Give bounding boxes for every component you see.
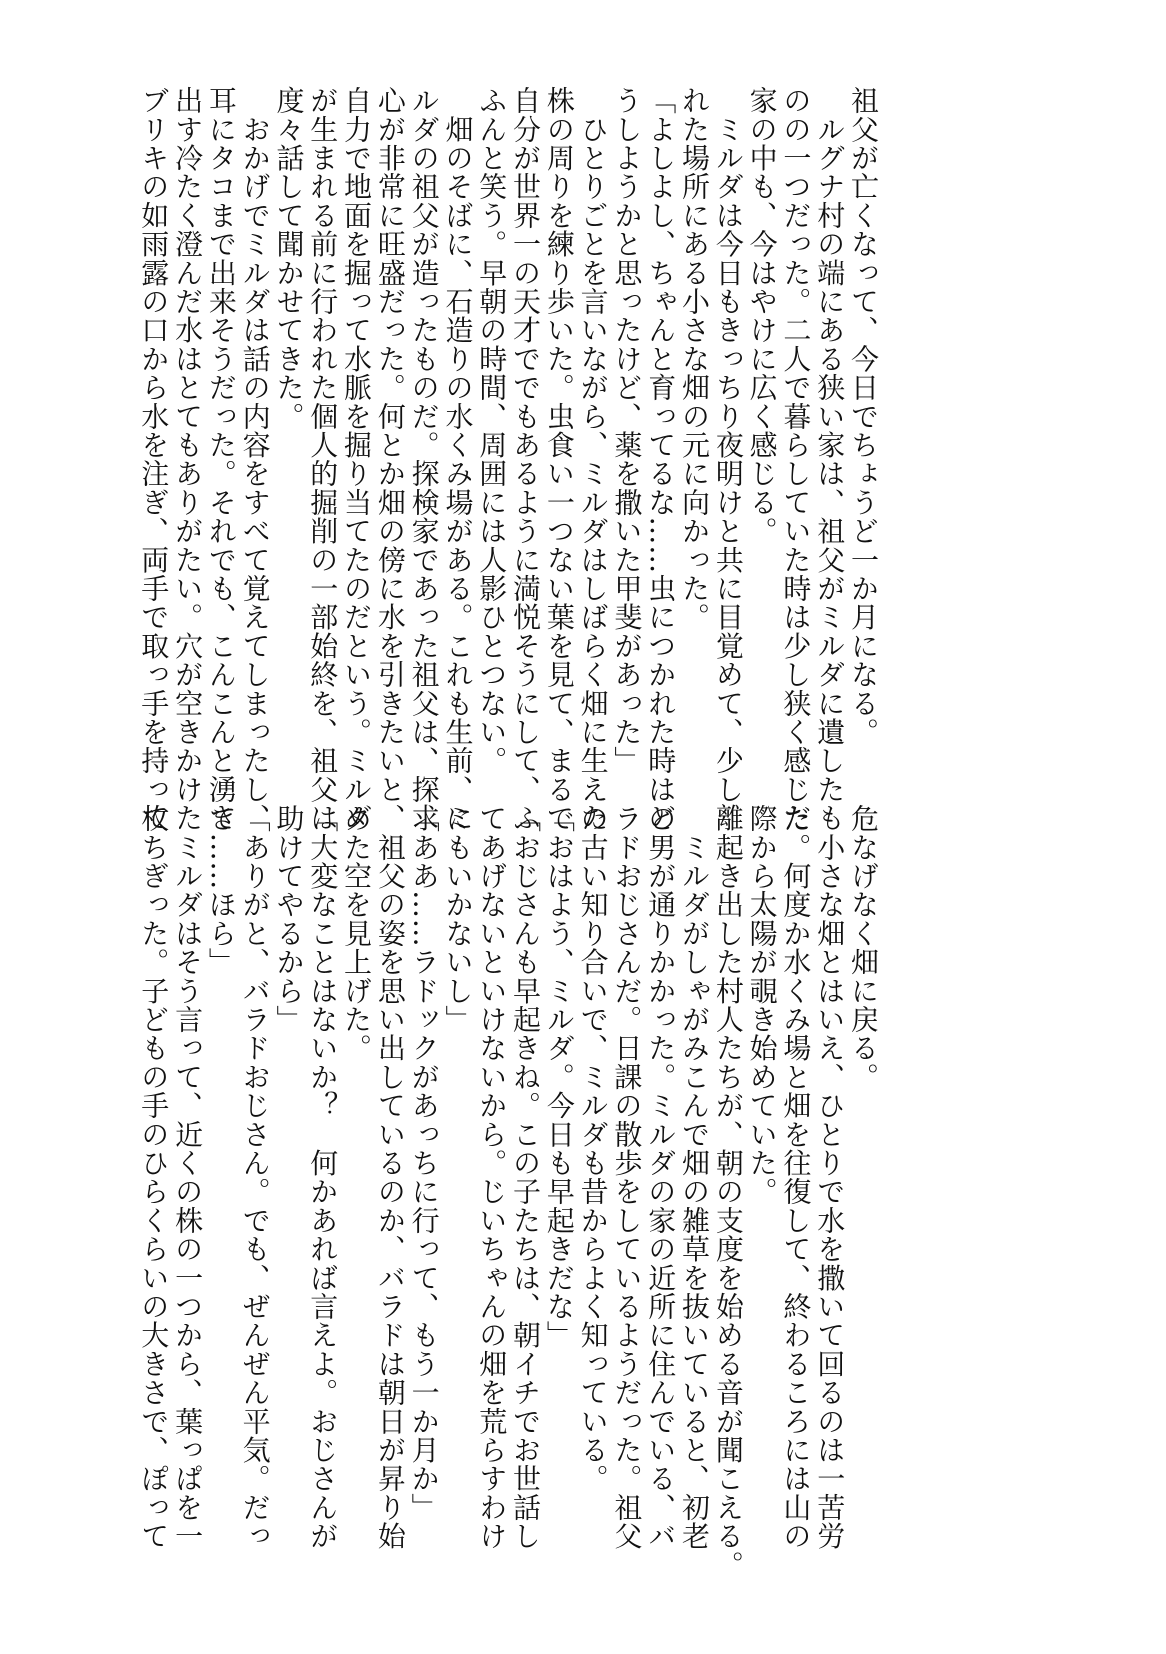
text-line: ひとりごとを言いながら、ミルダはしばらく畑に生えた: [576, 86, 610, 833]
text-line: 「おはよう、ミルダ。今日も早起きだな」: [542, 804, 576, 1350]
text-line: 心が非常に旺盛だった。何とか畑の傍に水を引きたいと、: [373, 86, 407, 833]
text-line: ラドおじさんだ。日課の散歩をしているようだった。祖父: [610, 804, 644, 1551]
text-line: ふんと笑う。早朝の時間、周囲には人影ひとつない。: [475, 86, 509, 775]
text-line: 枚ちぎった。子どもの手のひらくらいの大きさで、ぽって: [137, 804, 171, 1551]
text-line: てあげないといけないから。じいちゃんの畑を荒らすわけ: [475, 804, 509, 1551]
text-line: 祖父が亡くなって、今日でちょうど一か月になる。: [847, 86, 880, 747]
text-line: 自分が世界一の天才ででもあるように満悦そうにして、ふ: [509, 86, 543, 833]
text-line: のの一つだった。二人で暮らしていた時は少し狭く感じた: [779, 86, 813, 833]
text-line: ブリキの如雨露の口から水を注ぎ、両手で取っ手を持って: [137, 86, 171, 833]
text-line: の男が通りかかった。ミルダの家の近所に住んでいる、バ: [644, 804, 678, 1551]
top-text-block: [136, 86, 880, 833]
text-line: 自力で地面を掘って水脈を掘り当てたのだという。ミルダ: [340, 86, 374, 833]
text-line: れた場所にある小さな畑の元に向かった。: [678, 86, 712, 632]
text-line: ミルダはそう言って、近くの株の一つから、葉っぱを一: [171, 804, 205, 1551]
text-line: にもいかないし」: [441, 804, 475, 1034]
text-line: 「大変なことはないか？ 何かあれば言えよ。おじさんが: [306, 804, 340, 1551]
text-line: ミルダがしゃがみこんで畑の雑草を抜いていると、初老: [678, 804, 712, 1551]
text-line: 株の周りを練り歩いた。虫食い一つない葉を見て、まるで: [542, 86, 576, 833]
text-line: 耳にタコまで出来そうだった。それでも、こんこんと湧き: [204, 86, 238, 833]
text-line: だ。何度か水くみ場と畑を往復して、終わるころには山の: [779, 804, 813, 1551]
text-line: ルダの祖父が造ったものだ。探検家であった祖父は、探求: [407, 86, 441, 833]
text-line: 起き出した村人たちが、朝の支度を始める音が聞こえる。: [711, 804, 745, 1579]
text-line: 「おじさんも早起きね。この子たちは、朝イチでお世話し: [509, 804, 543, 1551]
text-line: 度々話して聞かせてきた。: [272, 86, 306, 431]
text-line: うしようかと思ったけど、薬を撒いた甲斐があった」: [610, 86, 644, 775]
text-line: 出す冷たく澄んだ水はとてもありがたい。穴が空きかけた: [171, 86, 205, 833]
text-line: 「ああ……ラドックがあっちに行って、もう一か月か」: [407, 804, 441, 1522]
text-line: ミルダは今日もきっちり夜明けと共に目覚めて、少し離: [711, 86, 745, 833]
text-line: て……ほら」: [204, 804, 238, 977]
text-line: 祖父の姿を思い出しているのか、バラドは朝日が昇り始: [373, 804, 407, 1551]
text-line: 小さな畑とはいえ、ひとりで水を撒いて回るのは一苦労: [813, 804, 847, 1551]
text-line: の古い知り合いで、ミルダも昔からよく知っている。: [576, 804, 610, 1493]
text-line: 「ありがと、バラドおじさん。でも、ぜんぜん平気。だっ: [238, 804, 272, 1551]
text-line: めた空を見上げた。: [340, 804, 374, 1063]
text-line: ルグナ村の端にある狭い家は、祖父がミルダに遺したも: [813, 86, 847, 833]
text-line: 「よしよし、ちゃんと育ってるな……虫につかれた時はど: [644, 86, 678, 833]
text-line: が生まれる前に行われた個人的掘削の一部始終を、祖父は: [306, 86, 340, 833]
text-line: 家の中も、今はやけに広く感じる。: [745, 86, 779, 546]
text-line: 畑のそばに、石造りの水くみ場がある。これも生前、ミ: [441, 86, 475, 833]
text-line: 際から太陽が覗き始めていた。: [745, 804, 779, 1206]
text-line: 助けてやるから」: [272, 804, 306, 1034]
text-line: 危なげなく畑に戻る。: [847, 804, 880, 1091]
text-line: おかげでミルダは話の内容をすべて覚えてしまったし、: [238, 86, 272, 833]
bottom-text-block: [136, 804, 880, 1579]
